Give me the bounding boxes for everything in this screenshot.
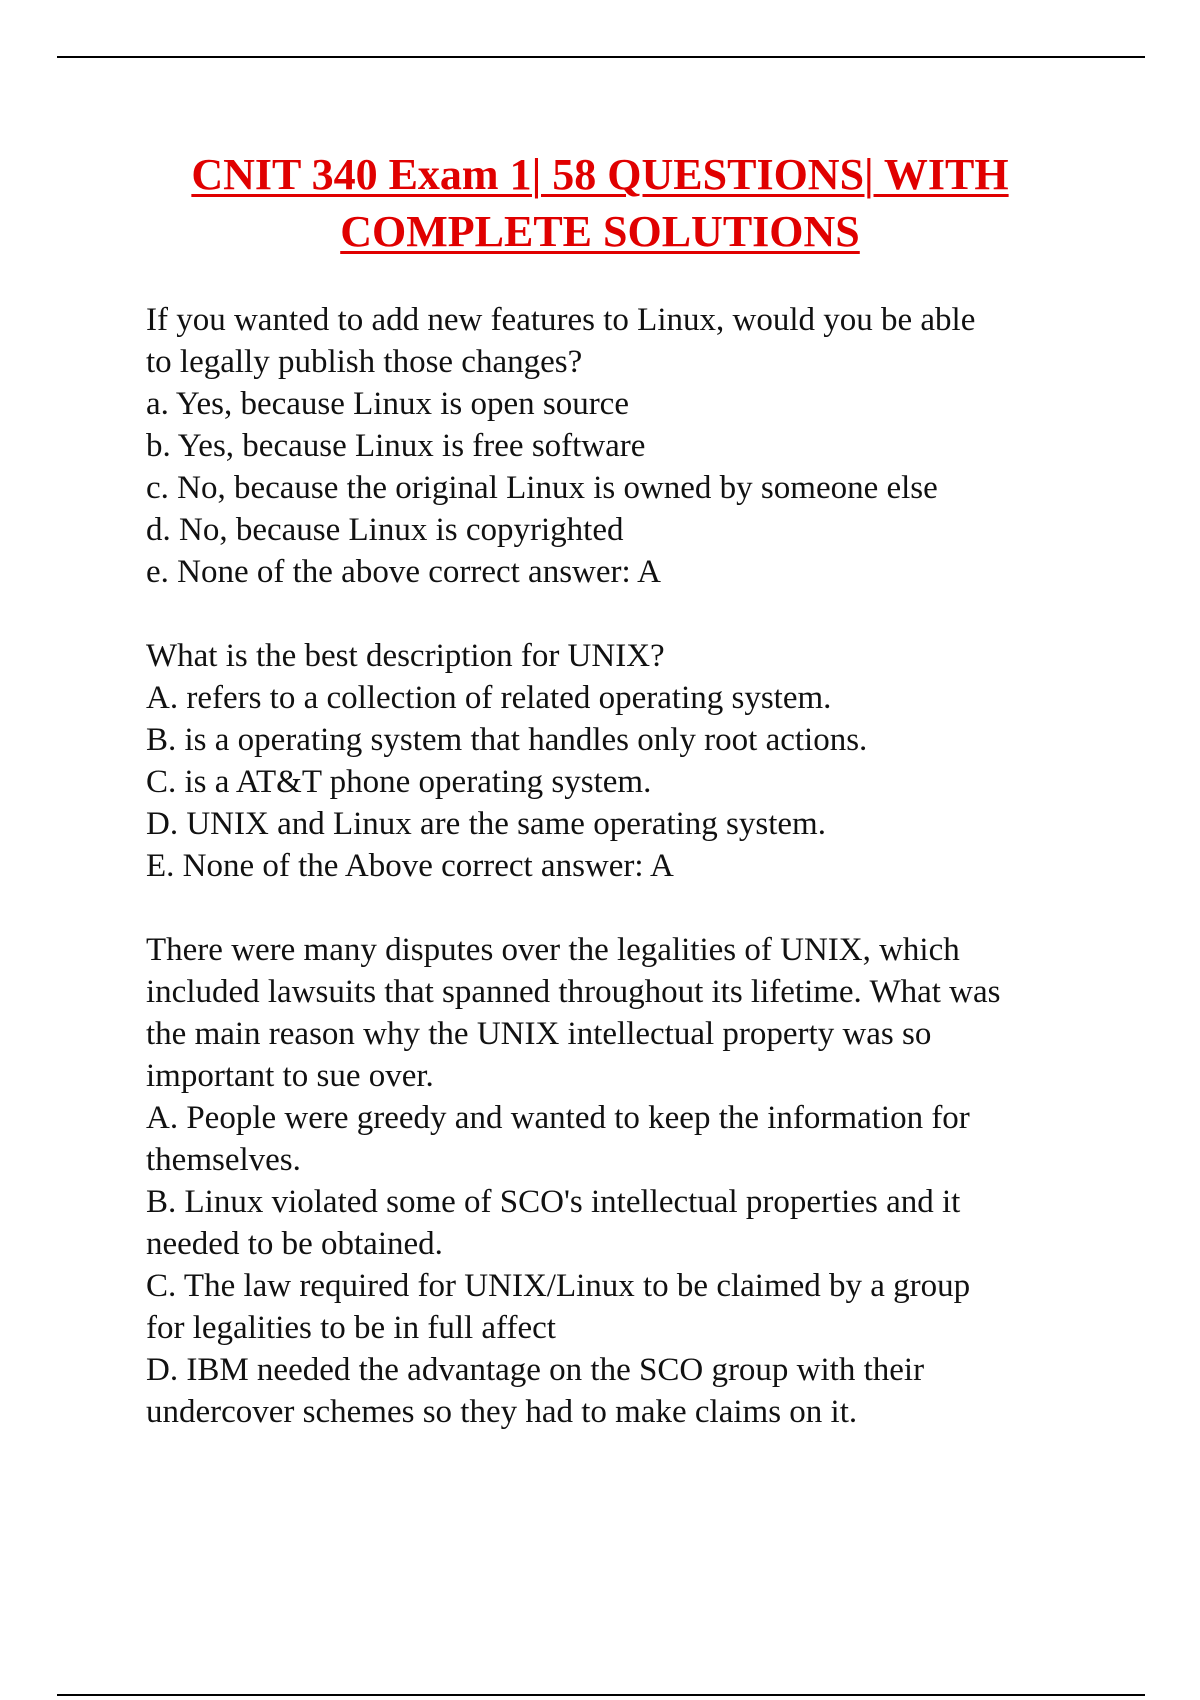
question-1-option-c: c. No, because the original Linux is owned by someone else xyxy=(146,470,938,506)
question-1-stem-line-2: to legally publish those changes? xyxy=(146,344,583,380)
question-2-option-e-answer: E. None of the Above correct answer: A xyxy=(146,848,674,884)
question-1-stem-line-1: If you wanted to add new features to Linux, would you be able xyxy=(146,302,976,338)
question-3-stem-line-2: included lawsuits that spanned throughout its lifetime. What was xyxy=(146,974,1001,1010)
top-rule xyxy=(57,56,1145,58)
question-1 xyxy=(146,299,1106,593)
question-1-option-d: d. No, because Linux is copyrighted xyxy=(146,512,624,548)
question-3-option-a-line-1: A. People were greedy and wanted to keep the information for xyxy=(146,1100,970,1136)
question-2 xyxy=(146,635,1106,887)
question-3-option-b-line-1: B. Linux violated some of SCO's intellectual properties and it xyxy=(146,1184,961,1220)
question-3-stem-line-3: the main reason why the UNIX intellectual property was so xyxy=(146,1016,932,1052)
question-3 xyxy=(146,929,1106,1433)
title-line-1: CNIT 340 Exam 1| 58 QUESTIONS| WITH xyxy=(191,150,1009,199)
question-3-option-d-line-2: undercover schemes so they had to make claims on it. xyxy=(146,1394,858,1430)
question-2-stem: What is the best description for UNIX? xyxy=(146,638,665,674)
question-3-stem-line-1: There were many disputes over the legalities of UNIX, which xyxy=(146,932,960,968)
question-3-option-a-line-2: themselves. xyxy=(146,1142,301,1178)
document-body xyxy=(146,299,1106,1475)
question-1-option-e-answer: e. None of the above correct answer: A xyxy=(146,554,661,590)
question-3-option-c-line-2: for legalities to be in full affect xyxy=(146,1310,556,1346)
question-2-option-c: C. is a AT&T phone operating system. xyxy=(146,764,652,800)
question-3-option-b-line-2: needed to be obtained. xyxy=(146,1226,443,1262)
bottom-rule xyxy=(57,1694,1145,1696)
title-line-2: COMPLETE SOLUTIONS xyxy=(340,207,860,256)
question-3-option-c-line-1: C. The law required for UNIX/Linux to be claimed by a group xyxy=(146,1268,971,1304)
question-2-option-a: A. refers to a collection of related operating system. xyxy=(146,680,832,716)
question-1-option-a: a. Yes, because Linux is open source xyxy=(146,386,629,422)
question-2-option-d: D. UNIX and Linux are the same operating system. xyxy=(146,806,826,842)
document-title xyxy=(100,146,1100,260)
question-3-stem-line-4: important to sue over. xyxy=(146,1058,434,1094)
question-3-option-d-line-1: D. IBM needed the advantage on the SCO group with their xyxy=(146,1352,925,1388)
question-1-option-b: b. Yes, because Linux is free software xyxy=(146,428,646,464)
question-2-option-b: B. is a operating system that handles only root actions. xyxy=(146,722,868,758)
